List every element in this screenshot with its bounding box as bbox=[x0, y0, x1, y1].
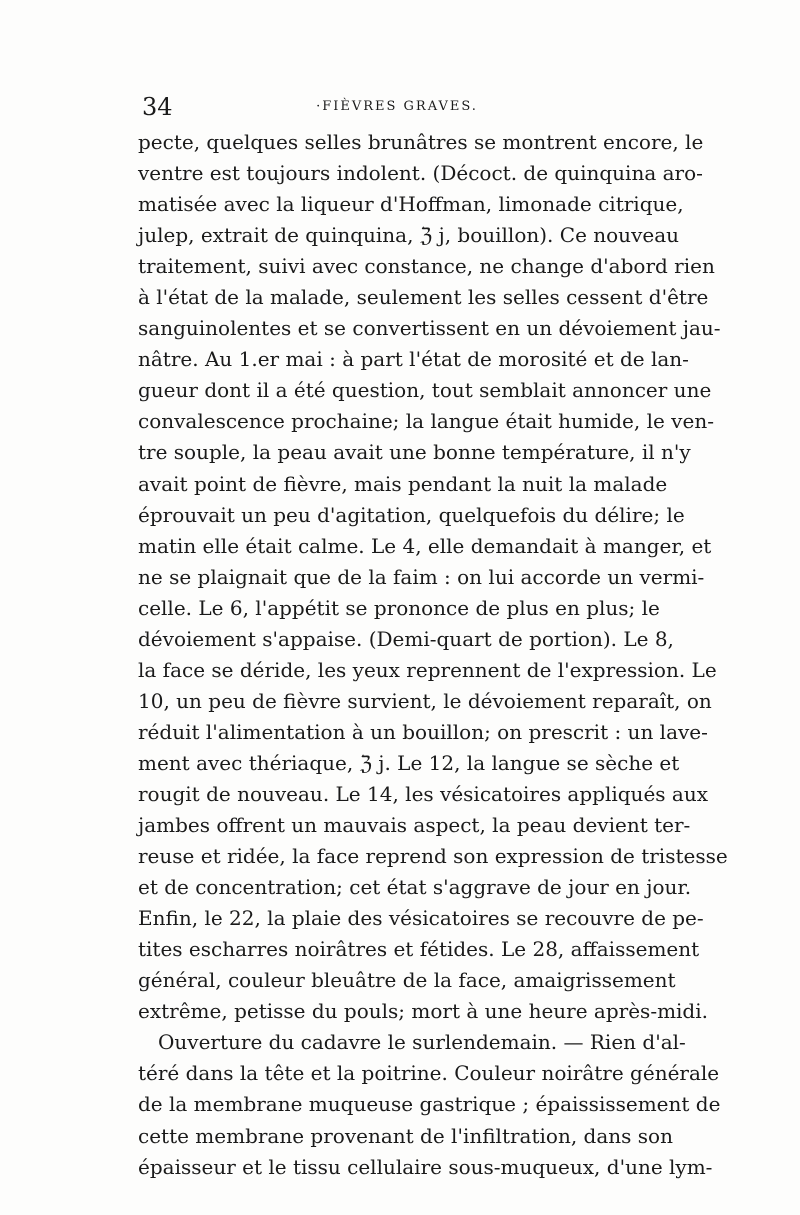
text-line: gueur dont il a été question, tout semblait annoncer une bbox=[138, 378, 712, 403]
text-line: dévoiement s'appaise. (Demi-quart de portion). Le 8, bbox=[138, 626, 674, 651]
text-line: jambes offrent un mauvais aspect, la peau devient ter- bbox=[138, 813, 691, 838]
text-line: pecte, quelques selles brunâtres se montrent encore, le bbox=[138, 130, 704, 154]
text-line: de la membrane muqueuse gastrique ; épaississement de bbox=[138, 1092, 721, 1117]
text-line: téré dans la tête et la poitrine. Couleur noirâtre générale bbox=[138, 1061, 720, 1086]
text-line: nâtre. Au 1.er mai : à part l'état de morosité et de lan- bbox=[138, 347, 689, 372]
text-line: ventre est toujours indolent. (Décoct. de quinquina aro- bbox=[138, 161, 703, 186]
text-line: 10, un peu de fièvre survient, le dévoiement reparaît, on bbox=[138, 688, 712, 713]
text-line: celle. Le 6, l'appétit se prononce de plus en plus; le bbox=[138, 595, 660, 620]
text-line: réduit l'alimentation à un bouillon; on prescrit : un lave- bbox=[138, 719, 708, 744]
text-line: ne se plaignait que de la faim : on lui accorde un vermi- bbox=[138, 564, 705, 589]
text-line: julep, extrait de quinquina, ℨ j, bouillon). Ce nouveau bbox=[138, 223, 680, 248]
body-text bbox=[138, 127, 728, 1183]
text-line: Ouverture du cadavre le surlendemain. — Rien d'al- bbox=[158, 1030, 686, 1055]
text-line: avait point de fièvre, mais pendant la nuit la malade bbox=[138, 471, 668, 496]
running-head bbox=[142, 92, 652, 122]
text-line: éprouvait un peu d'agitation, quelquefois du délire; le bbox=[138, 502, 685, 527]
text-line: matin elle était calme. Le 4, elle demandait à manger, et bbox=[138, 533, 712, 558]
text-line: convalescence prochaine; la langue était humide, le ven- bbox=[138, 409, 714, 434]
text-line: reuse et ridée, la face reprend son expression de tristesse bbox=[138, 844, 728, 869]
text-line: Enfin, le 22, la plaie des vésicatoires se recouvre de pe- bbox=[138, 906, 704, 931]
text-line: tre souple, la peau avait une bonne température, il n'y bbox=[138, 440, 691, 465]
text-line: matisée avec la liqueur d'Hoffman, limonade citrique, bbox=[138, 192, 684, 217]
text-line: la face se déride, les yeux reprennent de l'expression. Le bbox=[138, 657, 717, 682]
text-line: général, couleur bleuâtre de la face, amaigrissement bbox=[138, 968, 676, 993]
running-title: ·FIÈVRES GRAVES. bbox=[316, 99, 478, 114]
text-line: et de concentration; cet état s'aggrave de jour en jour. bbox=[138, 875, 692, 900]
text-line: sanguinolentes et se convertissent en un dévoiement jau- bbox=[138, 316, 721, 341]
text-line: cette membrane provenant de l'infiltration, dans son bbox=[138, 1123, 673, 1148]
text-line: rougit de nouveau. Le 14, les vésicatoires appliqués aux bbox=[138, 781, 708, 806]
text-line: à l'état de la malade, seulement les selles cessent d'être bbox=[138, 285, 709, 310]
text-line: extrême, petisse du pouls; mort à une heure après-midi. bbox=[138, 999, 708, 1024]
text-line: traitement, suivi avec constance, ne change d'abord rien bbox=[138, 254, 715, 279]
text-line: épaisseur et le tissu cellulaire sous-muqueux, d'une lym- bbox=[138, 1154, 713, 1179]
text-line: tites escharres noirâtres et fétides. Le 28, affaissement bbox=[138, 937, 700, 962]
page-number: 34 bbox=[142, 93, 173, 121]
text-line: ment avec thériaque, ℨ j. Le 12, la langue se sèche et bbox=[138, 750, 680, 775]
